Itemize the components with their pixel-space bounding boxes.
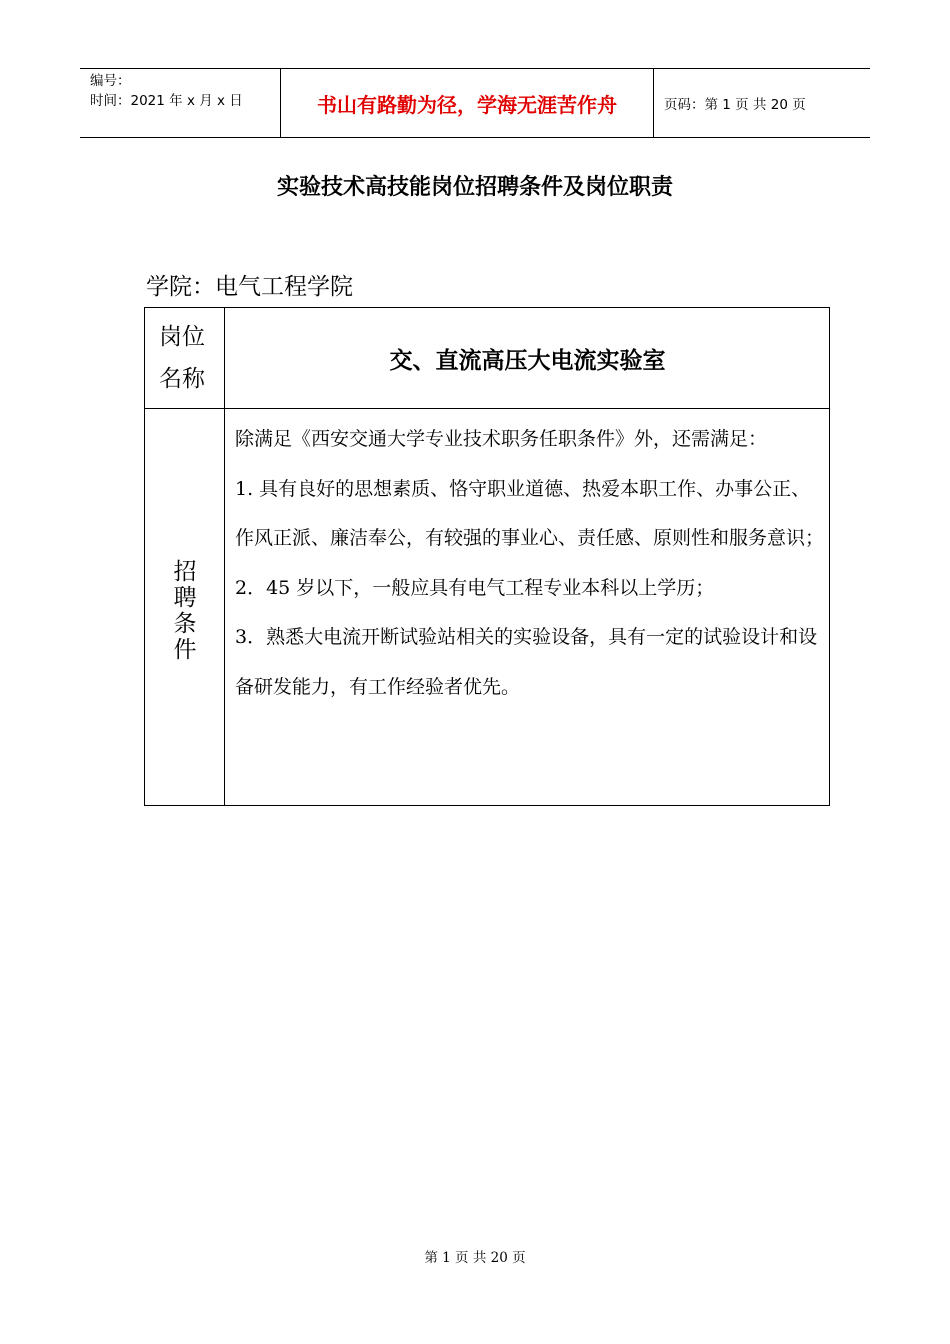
requirement-item: 3．熟悉大电流开断试验站相关的实验设备，具有一定的试验设计和设备研发能力，有工作经验者优先。	[235, 626, 818, 698]
position-row	[145, 308, 829, 409]
position-table	[144, 307, 830, 806]
header-motto: 书山有路勤为径，学海无涯苦作舟	[281, 69, 654, 137]
header-meta	[80, 69, 281, 137]
document-number-label: 编号：	[90, 73, 131, 89]
position-label: 岗位名称	[159, 324, 205, 392]
requirement-item: 2．45 岁以下，一般应具有电气工程专业本科以上学历；	[235, 576, 715, 599]
requirements-label: 招 聘 条 件	[173, 559, 197, 663]
header-table	[80, 68, 870, 138]
position-label-cell	[145, 308, 225, 408]
college-label: 学院：电气工程学院	[146, 274, 353, 300]
header-page-info: 页码：第 1 页 共 20 页	[664, 97, 806, 113]
requirements-row	[145, 409, 829, 805]
requirements-label-cell	[145, 409, 225, 805]
requirement-intro: 除满足《西安交通大学专业技术职务任职条件》外，还需满足：	[235, 428, 768, 450]
requirements-body	[235, 415, 825, 712]
requirement-item: 1. 具有良好的思想素质、恪守职业道德、热爱本职工作、办事公正、作风正派、廉洁奉公，有较强的事业心、责任感、原则性和服务意识；	[235, 477, 825, 549]
document-title: 实验技术高技能岗位招聘条件及岗位职责	[276, 175, 673, 200]
page-footer: 第 1 页 共 20 页	[424, 1250, 526, 1266]
position-value: 交、直流高压大电流实验室	[389, 347, 666, 374]
document-time: 时间：2021 年 x 月 x 日	[90, 93, 243, 109]
